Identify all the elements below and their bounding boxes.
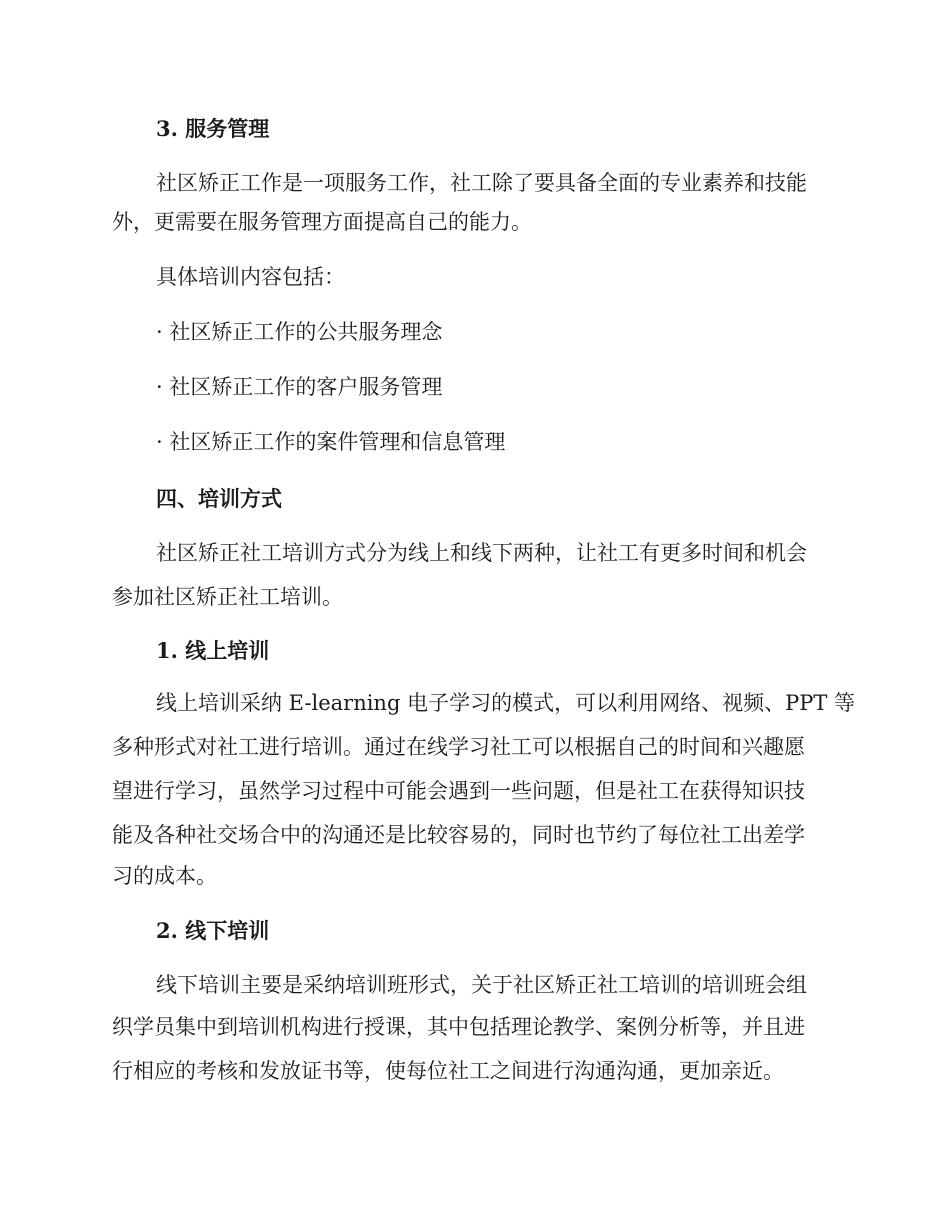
paragraph-line: 行相应的考核和发放证书等，使每位社工之间进行沟通沟通，更加亲近。 [112, 1059, 784, 1083]
paragraph-line: 社区矫正社工培训方式分为线上和线下两种，让社工有更多时间和机会 [156, 541, 807, 565]
paragraph-line: 织学员集中到培训机构进行授课，其中包括理论教学、案例分析等，并且进 [112, 1015, 805, 1039]
list-item: · 社区矫正工作的公共服务理念 [156, 320, 443, 344]
list-intro: 具体培训内容包括： [156, 265, 345, 289]
paragraph-line: 多种形式对社工进行培训。通过在线学习社工可以根据自己的时间和兴趣愿 [112, 735, 805, 759]
section-heading-online-training: 1. 线上培训 [156, 638, 270, 663]
paragraph-line: 线下培训主要是采纳培训班形式，关于社区矫正社工培训的培训班会组 [156, 973, 807, 997]
paragraph-line: 线上培训采纳 E-learning 电子学习的模式，可以利用网络、视频、PPT 等 [156, 691, 856, 715]
paragraph-line: 望进行学习，虽然学习过程中可能会遇到一些问题，但是社工在获得知识技 [112, 779, 805, 803]
paragraph-line: 社区矫正工作是一项服务工作，社工除了要具备全面的专业素养和技能 [156, 171, 807, 195]
section-heading-offline-training: 2. 线下培训 [156, 918, 270, 943]
list-item: · 社区矫正工作的案件管理和信息管理 [156, 430, 506, 454]
paragraph-line: 能及各种社交场合中的沟通还是比较容易的，同时也节约了每位社工出差学 [112, 823, 805, 847]
section-heading-service-management: 3. 服务管理 [156, 116, 270, 141]
paragraph-line: 外，更需要在服务管理方面提高自己的能力。 [112, 210, 532, 234]
list-item: · 社区矫正工作的客户服务管理 [156, 375, 443, 399]
paragraph-line: 参加社区矫正社工培训。 [112, 585, 343, 609]
paragraph-line: 习的成本。 [112, 864, 217, 888]
section-heading-training-methods: 四、培训方式 [156, 486, 282, 511]
